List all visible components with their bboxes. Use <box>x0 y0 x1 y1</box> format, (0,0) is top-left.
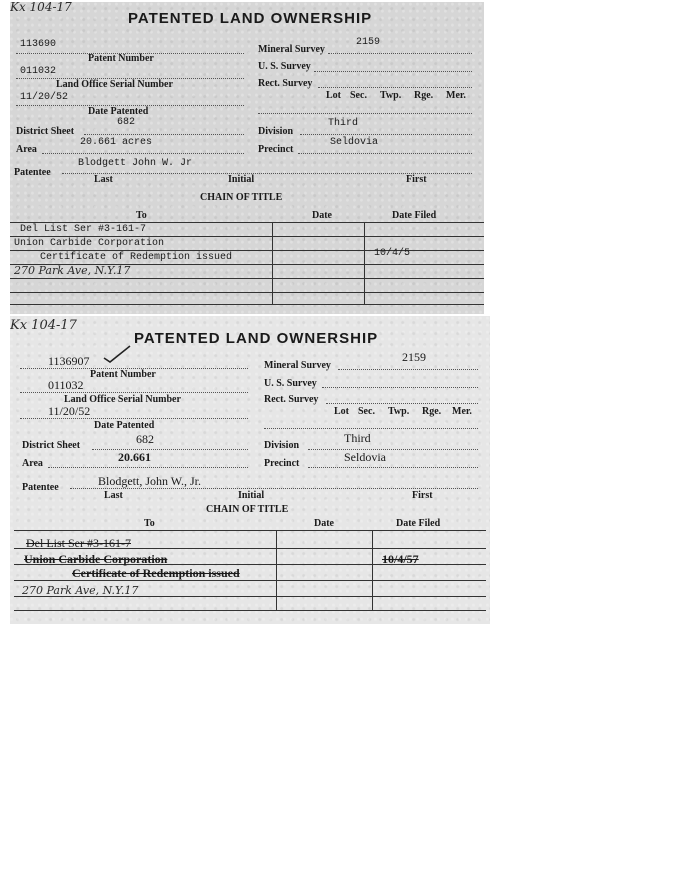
chain-row-2-date-filed: 10/4/57 <box>382 552 419 566</box>
initial-label: Initial <box>238 490 265 501</box>
mineral-survey-value: 2159 <box>356 37 381 48</box>
rge-label: Rge. <box>422 406 442 417</box>
us-survey-label: U. S. Survey <box>258 61 311 72</box>
serial-number-label: Land Office Serial Number <box>64 394 181 405</box>
area-label: Area <box>22 458 43 469</box>
precinct-label: Precinct <box>258 144 294 155</box>
serial-number-label: Land Office Serial Number <box>56 79 173 90</box>
land-card-bottom <box>10 316 490 624</box>
to-header: To <box>136 210 147 221</box>
patent-number-value: 113690 <box>20 39 57 50</box>
division-label: Division <box>258 126 294 137</box>
sec-label: Sec. <box>358 406 375 417</box>
patent-number-label: Patent Number <box>90 369 156 380</box>
patentee-value: Blodgett John W. Jr <box>78 158 193 169</box>
mer-label: Mer. <box>452 406 472 417</box>
corner-note: Kx 104-17 <box>10 2 72 14</box>
chain-of-title-heading: CHAIN OF TITLE <box>200 192 283 203</box>
district-sheet-value: 682 <box>117 117 136 128</box>
chain-row-3-date-filed: 10/4/5 <box>374 248 411 259</box>
chain-row-4-to: 270 Park Ave, N.Y.17 <box>14 264 131 277</box>
last-label: Last <box>94 174 113 185</box>
date-filed-header: Date Filed <box>396 518 441 529</box>
initial-label: Initial <box>228 174 255 185</box>
patentee-value: Blodgett, John W., Jr. <box>98 474 202 488</box>
chain-row-4-to: 270 Park Ave, N.Y.17 <box>22 584 139 597</box>
date-header: Date <box>314 518 334 529</box>
rect-survey-label: Rect. Survey <box>258 78 313 89</box>
chain-row-3-to: Certificate of Redemption issued <box>22 252 233 263</box>
district-sheet-value: 682 <box>136 432 154 446</box>
serial-number-value: 011032 <box>20 66 57 77</box>
date-patented-value: 11/20/52 <box>20 92 69 103</box>
precinct-label: Precinct <box>264 458 300 469</box>
first-label: First <box>412 490 433 501</box>
lot-label: Lot <box>334 406 349 417</box>
chain-row-3-to: Certificate of Redemption issued <box>72 566 240 580</box>
to-header: To <box>144 518 155 529</box>
division-value: Third <box>344 431 371 445</box>
patent-number-value: 1136907 <box>48 354 90 368</box>
lot-label: Lot <box>326 90 341 101</box>
mineral-survey-label: Mineral Survey <box>264 360 331 371</box>
date-filed-header: Date Filed <box>392 210 437 221</box>
district-sheet-label: District Sheet <box>16 126 75 137</box>
mer-label: Mer. <box>446 90 466 101</box>
sec-label: Sec. <box>350 90 367 101</box>
rect-survey-label: Rect. Survey <box>264 394 319 405</box>
twp-label: Twp. <box>388 406 410 417</box>
district-sheet-label: District Sheet <box>22 440 81 451</box>
last-label: Last <box>104 490 123 501</box>
check-mark-icon <box>102 344 132 364</box>
land-card-top <box>10 2 484 314</box>
area-label: Area <box>16 144 37 155</box>
chain-row-1-to: Del List Ser #3-161-7 <box>20 224 147 235</box>
corner-note: Kx 104-17 <box>10 318 77 333</box>
serial-number-value: 011032 <box>48 378 84 392</box>
chain-row-2-to: Union Carbide Corporation <box>14 238 165 249</box>
twp-label: Twp. <box>380 90 402 101</box>
division-label: Division <box>264 440 300 451</box>
us-survey-label: U. S. Survey <box>264 378 317 389</box>
patentee-label: Patentee <box>22 482 59 493</box>
date-patented-label: Date Patented <box>94 420 155 431</box>
mineral-survey-value: 2159 <box>402 350 426 364</box>
area-value: 20.661 acres <box>80 137 153 148</box>
precinct-value: Seldovia <box>330 137 379 148</box>
rge-label: Rge. <box>414 90 434 101</box>
patent-number-label: Patent Number <box>88 53 154 64</box>
chain-row-1-to: Del List Ser #3-161-7 <box>26 536 131 550</box>
patentee-label: Patentee <box>14 167 51 178</box>
precinct-value: Seldovia <box>344 450 386 464</box>
card-title: PATENTED LAND OWNERSHIP <box>128 10 373 27</box>
date-patented-label: Date Patented <box>88 106 149 117</box>
date-patented-value: 11/20/52 <box>48 404 91 418</box>
first-label: First <box>406 174 427 185</box>
division-value: Third <box>328 118 359 129</box>
area-value: 20.661 <box>118 450 151 464</box>
chain-row-2-to: Union Carbide Corporation <box>24 552 168 566</box>
date-header: Date <box>312 210 332 221</box>
card-title: PATENTED LAND OWNERSHIP <box>134 330 379 347</box>
mineral-survey-label: Mineral Survey <box>258 44 325 55</box>
chain-of-title-heading: CHAIN OF TITLE <box>206 504 289 515</box>
